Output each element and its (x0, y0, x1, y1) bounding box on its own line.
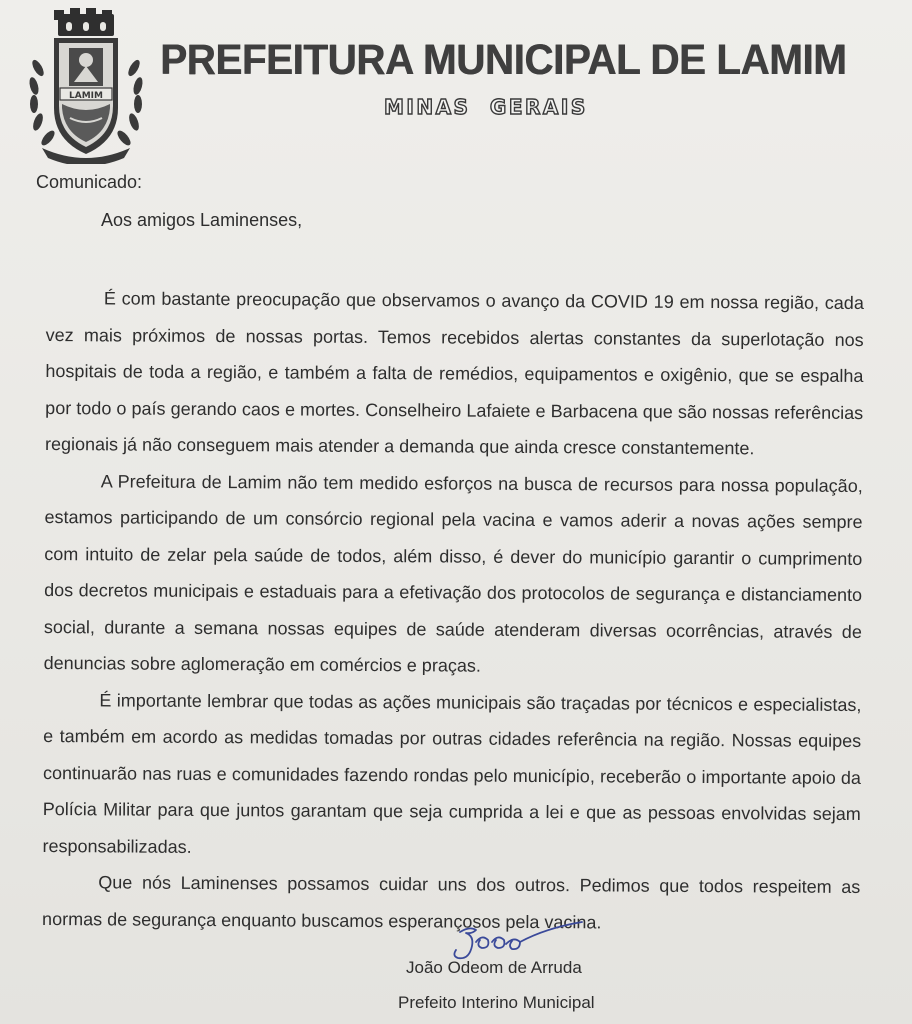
state-subtitle: MINAS GERAIS (384, 95, 588, 119)
body-paragraph: É com bastante preocupação que observamos o avanço da COVID 19 em nossa região, cada vez mais próximos de nossas portas. Temos recebidos alertas constantes da superlotação nos hospitais de toda a região, e também a falta de remédios, equipamentos e oxigênio, que se espalha por todo o país gerando caos e mortes. Conselheiro Lafaiete e Barbacena que são nossas referências regionais já não conseguem mais atender a demanda que ainda cresce constantemente. (44, 288, 864, 459)
letter-salutation: Comunicado: (36, 172, 143, 192)
signature-block (396, 920, 626, 1020)
body-paragraph: A Prefeitura de Lamim não tem medido esforços na busca de recursos para nossa população, estamos participando de um consórcio regional pela vacina e vamos aderir a novas ações sempre com intuito de zelar pela saúde de todos, além disso, é dever do município garantir o cumprimento dos decretos municipais e estaduais para a efetivação dos protocolos de segurança e distanciamento social, durante a semana nossas equipes de saúde atenderam diversas ocorrências, através de denuncias sobre aglomeração em comércios e praças. (43, 470, 863, 676)
body-paragraph: Que nós Laminenses possamos cuidar uns dos outros. Pedimos que todos respeitem as normas de segurança enquanto buscamos esperançosos pela vacina. (42, 872, 861, 932)
crest-label: LAMIM (69, 91, 103, 101)
municipality-title: PREFEITURA MUNICIPAL DE LAMIM (160, 36, 847, 84)
body-paragraph: É importante lembrar que todas as ações municipais são traçadas por técnicos e especialistas, e também em acordo as medidas tomadas por outras cidades referência na região. Nossas equipes continuarão nas ruas e comunidades fazendo rondas pelo município, receberão o importante apoio da Polícia Militar para que juntos garantam que seja cumprida a lei e que as pessoas envolvidas sejam responsabilizadas. (42, 689, 862, 857)
letter-body (42, 280, 864, 942)
coat-of-arms-icon (24, 8, 148, 164)
letter-greeting: Aos amigos Laminenses, (101, 210, 303, 230)
handwritten-signature (436, 920, 586, 962)
signer-role: Prefeito Interino Municipal (398, 993, 595, 1012)
signer-name: João Odeom de Arruda (406, 958, 582, 977)
